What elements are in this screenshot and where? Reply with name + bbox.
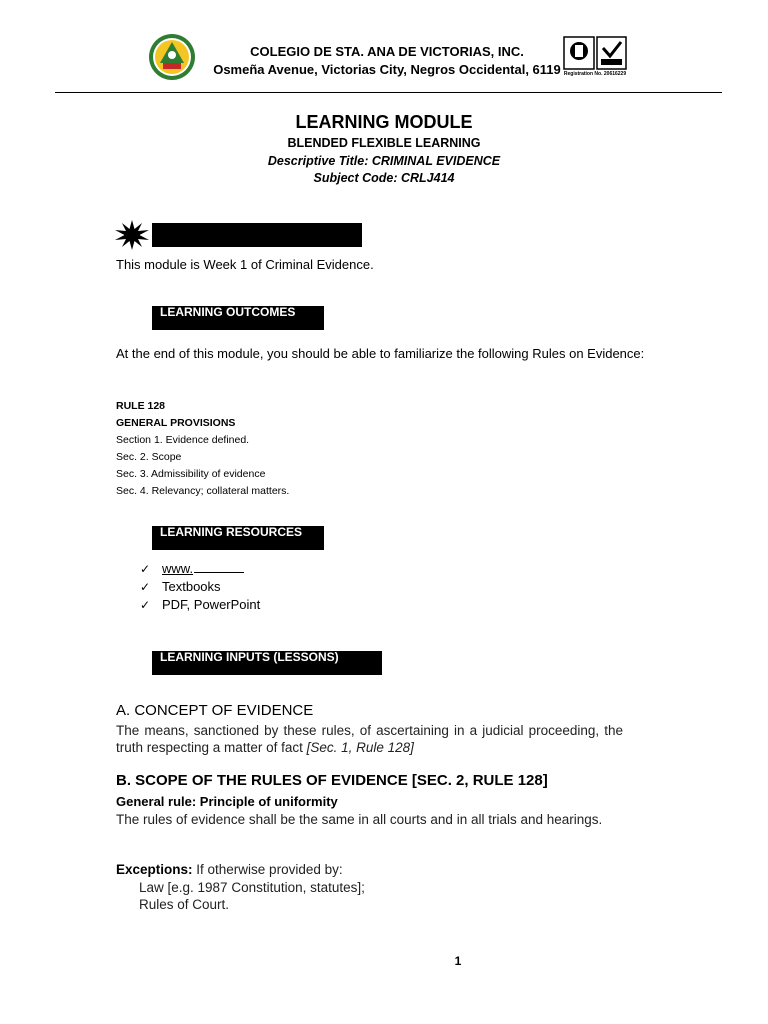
school-address: Osmeña Avenue, Victorias City, Negros Occidental, 6119 bbox=[213, 62, 561, 77]
descriptive-title: Descriptive Title: CRIMINAL EVIDENCE bbox=[267, 154, 501, 168]
section-b-heading: B. SCOPE OF THE RULES OF EVIDENCE [SEC. 2, RULE 128] bbox=[116, 772, 548, 789]
list-item bbox=[140, 578, 260, 596]
exceptions-label: Exceptions: bbox=[116, 862, 193, 877]
module-subtitle: BLENDED FLEXIBLE LEARNING bbox=[287, 136, 481, 150]
rule-number: RULE 128 bbox=[116, 400, 166, 412]
list-item: Section 1. Evidence defined. bbox=[116, 434, 250, 446]
section-a-citation: [Sec. 1, Rule 128] bbox=[306, 740, 414, 755]
resource-textbooks: Textbooks bbox=[162, 579, 221, 594]
subject-code: Subject Code: CRLJ414 bbox=[313, 171, 455, 185]
list-item: Sec. 4. Relevancy; collateral matters. bbox=[116, 485, 290, 497]
learning-inputs-label: LEARNING INPUTS (LESSONS) bbox=[152, 651, 382, 675]
list-item: Sec. 2. Scope bbox=[116, 451, 182, 463]
rule-list bbox=[116, 398, 289, 500]
header-divider bbox=[55, 92, 722, 93]
section-a-text: The means, sanctioned by these rules, of ascertaining in a judicial proceeding, the truth respecting a matter of fact [Sec. 1, Rule 128] bbox=[116, 723, 623, 755]
resource-pdf-powerpoint: PDF, PowerPoint bbox=[162, 597, 261, 612]
rule-heading: GENERAL PROVISIONS bbox=[116, 417, 236, 429]
intro-text: This module is Week 1 of Criminal Evidence. bbox=[116, 257, 374, 272]
general-rule: General rule: Principle of uniformity bbox=[116, 794, 338, 809]
list-item bbox=[140, 560, 260, 578]
section-b-text: The rules of evidence shall be the same in all courts and in all trials and hearings. bbox=[116, 812, 603, 827]
module-title: LEARNING MODULE bbox=[295, 112, 473, 132]
learning-outcomes-label: LEARNING OUTCOMES bbox=[152, 306, 324, 330]
list-item: Rules of Court. bbox=[139, 897, 230, 912]
checkmark-icon: ✓ bbox=[140, 562, 151, 576]
checkmark-icon: ✓ bbox=[140, 598, 151, 612]
learning-resources-label: LEARNING RESOURCES bbox=[152, 526, 324, 550]
resource-web-link[interactable]: www. bbox=[162, 560, 244, 578]
school-name: COLEGIO DE STA. ANA DE VICTORIAS, INC. bbox=[250, 44, 524, 59]
exception-items bbox=[139, 879, 365, 913]
exceptions-line: Exceptions: If otherwise provided by: bbox=[116, 862, 343, 877]
outcomes-text: At the end of this module, you should be able to familiarize the following Rules on Evidence: bbox=[116, 346, 645, 361]
section-a-heading: A. CONCEPT OF EVIDENCE bbox=[116, 702, 314, 719]
school-seal-logo bbox=[148, 33, 196, 81]
redacted-heading-bar bbox=[152, 223, 362, 247]
list-item: Sec. 3. Admissibility of evidence bbox=[116, 468, 266, 480]
list-item: Law [e.g. 1987 Constitution, statutes]; bbox=[139, 880, 365, 895]
registration-number: Registration No. 20616229 bbox=[563, 71, 627, 77]
starburst-icon bbox=[114, 220, 150, 250]
checkmark-icon: ✓ bbox=[140, 580, 151, 594]
list-item bbox=[140, 596, 260, 614]
resources-list bbox=[140, 560, 260, 614]
page-number: 1 bbox=[454, 954, 462, 968]
